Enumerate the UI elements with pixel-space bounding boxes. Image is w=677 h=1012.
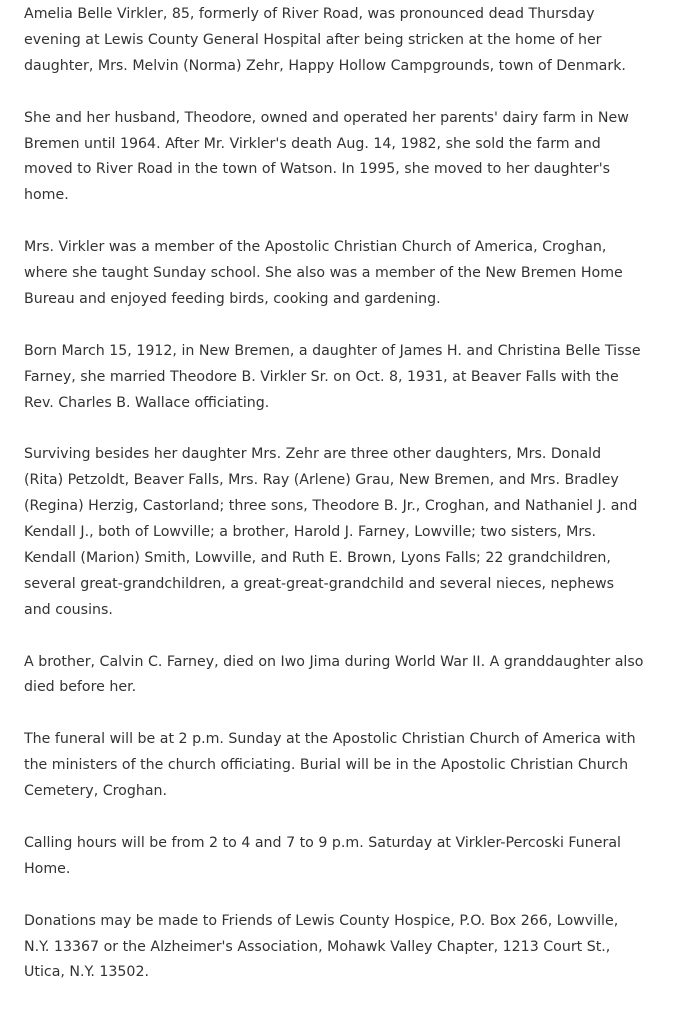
obituary-paragraph-calling-hours: Calling hours will be from 2 to 4 and 7 to 9 p.m. Saturday at Virkler-Percoski Funeral Home. xyxy=(24,834,621,877)
obituary-paragraph-predeceased: A brother, Calvin C. Farney, died on Iwo Jima during World War II. A granddaughter also died before her. xyxy=(24,653,644,696)
obituary-paragraph-farm-history: She and her husband, Theodore, owned and operated her parents' dairy farm in New Bremen until 1964. After Mr. Virkler's death Aug. 14, 1982, she sold the farm and moved to River Road in the town of Watson. In 1995, she moved to her daughter's home. xyxy=(24,109,629,204)
obituary-paragraph-funeral: The funeral will be at 2 p.m. Sunday at the Apostolic Christian Church of America with the ministers of the church officiating. Burial will be in the Apostolic Christian Church Cemetery, Croghan. xyxy=(24,731,636,800)
obituary-article xyxy=(24,2,644,1012)
obituary-paragraph-donations: Donations may be made to Friends of Lewis County Hospice, P.O. Box 266, Lowville, N.Y. 13367 or the Alzheimer's Association, Mohawk Valley Chapter, 1213 Court St., Utica, N.Y. 13502. xyxy=(24,912,619,981)
obituary-paragraph-memberships: Mrs. Virkler was a member of the Apostolic Christian Church of America, Croghan, where she taught Sunday school. She also was a member of the New Bremen Home Bureau and enjoyed feeding birds, cooking and gardening. xyxy=(24,239,623,307)
obituary-paragraph-birth-marriage: Born March 15, 1912, in New Bremen, a daughter of James H. and Christina Belle Tisse Farney, she married Theodore B. Virkler Sr. on Oct. 8, 1931, at Beaver Falls with the Rev. Charles B. Wallace officiating. xyxy=(24,342,641,411)
obituary-paragraph-death-notice: Amelia Belle Virkler, 85, formerly of River Road, was pronounced dead Thursday evening at Lewis County General Hospital after being stricken at the home of her daughter, Mrs. Melvin (Norma) Zehr, Happy Hollow Campgrounds, town of Denmark. xyxy=(24,6,626,74)
obituary-paragraph-survivors: Surviving besides her daughter Mrs. Zehr are three other daughters, Mrs. Donald (Rita) Petzoldt, Beaver Falls, Mrs. Ray (Arlene) Grau, New Bremen, and Mrs. Bradley (Regina) Herzig, Castorland; three sons, Theodore B. Jr., Croghan, and Nathaniel J. and Kendall J., both of Lowville; a brother, Harold J. Farney, Lowville; two sisters, Mrs. Kendall (Marion) Smith, Lowville, and Ruth E. Brown, Lyons Falls; 22 grandchildren, several great-grandchildren, a great-great-grandchild and several nieces, nephews and cousins. xyxy=(24,446,638,618)
